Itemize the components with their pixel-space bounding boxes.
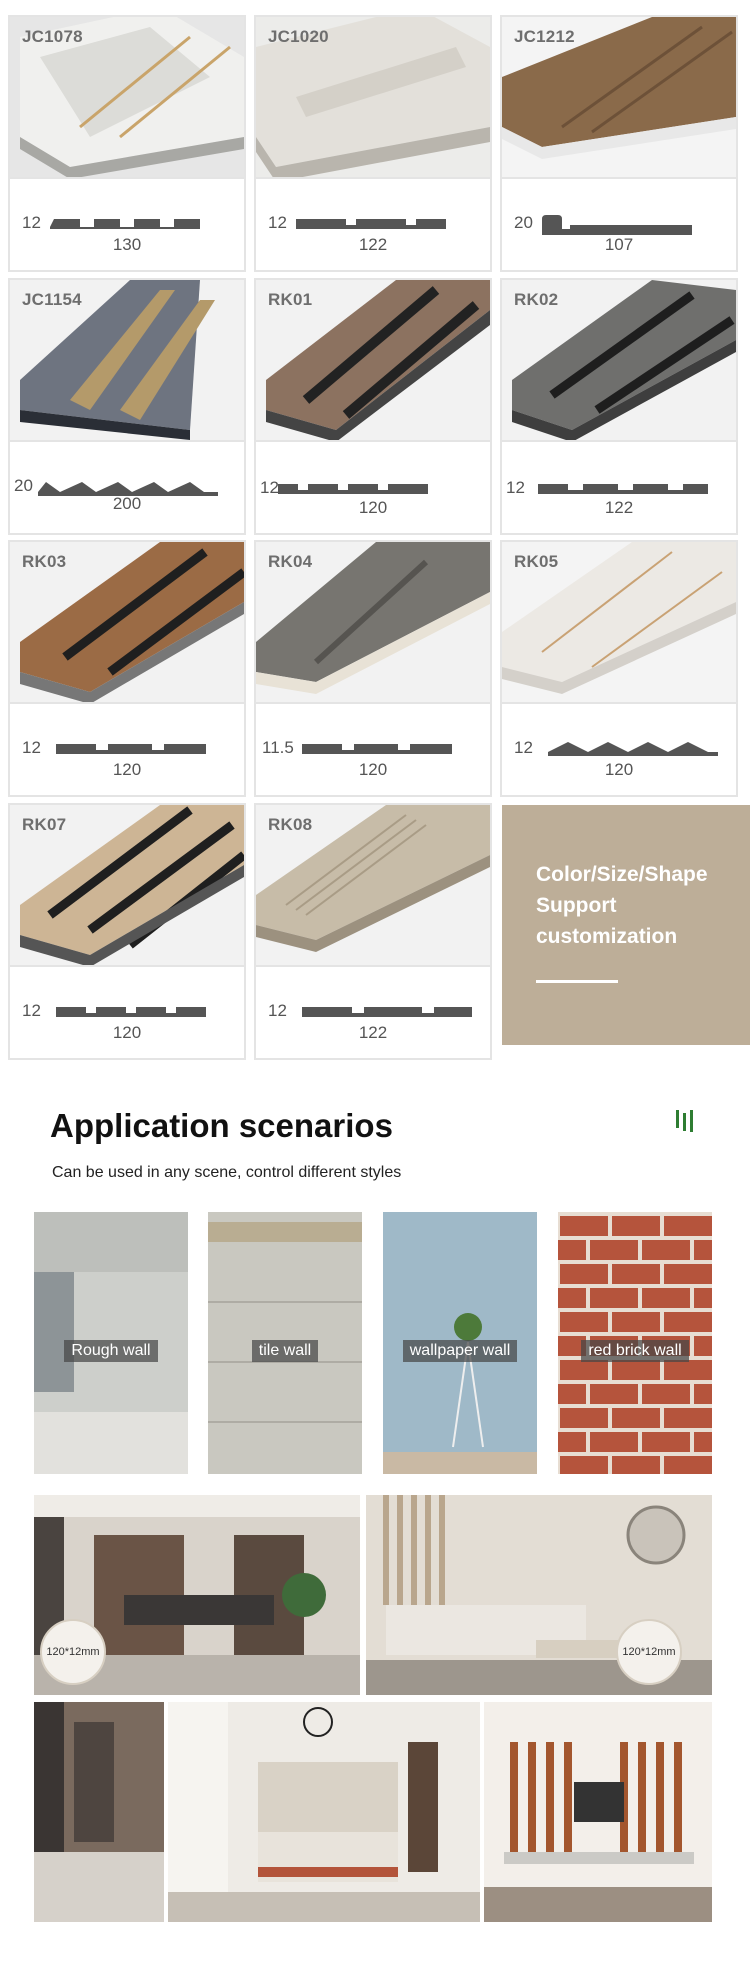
- profile-shape-icon: [542, 215, 692, 237]
- customization-banner: [502, 805, 750, 1045]
- section-title: Application scenarios: [50, 1107, 393, 1144]
- product-code: JC1154: [22, 290, 82, 309]
- product-card-jc1212[interactable]: [500, 15, 738, 272]
- product-code: RK08: [268, 815, 313, 834]
- wall-tile-tile[interactable]: [208, 1212, 362, 1474]
- product-card-jc1078[interactable]: [8, 15, 246, 272]
- product-card-rk03[interactable]: [8, 540, 246, 797]
- profile-shape-icon: [278, 480, 428, 500]
- wall-caption: wallpaper wall: [403, 1340, 518, 1362]
- wall-tile-brick[interactable]: [558, 1212, 712, 1474]
- product-card-rk04[interactable]: [254, 540, 492, 797]
- profile-shape-icon: [50, 215, 200, 235]
- room-image-study: [34, 1495, 360, 1695]
- section-subtitle: Can be used in any scene, control different styles: [52, 1164, 402, 1181]
- width-label: 130: [112, 235, 142, 254]
- thickness-label: 12: [22, 738, 41, 757]
- profile-shape-icon: [296, 215, 446, 235]
- customization-underline: [536, 980, 618, 983]
- product-code: JC1212: [514, 27, 575, 46]
- thickness-label: 20: [514, 213, 533, 232]
- thickness-label: 12: [22, 213, 41, 232]
- thickness-label: 12: [268, 1001, 287, 1020]
- application-section: [0, 1050, 750, 1973]
- profile-shape-icon: [538, 480, 708, 500]
- profile-shape-icon: [302, 1003, 472, 1023]
- product-code: RK05: [514, 552, 559, 571]
- width-label: 120: [358, 760, 388, 779]
- thickness-label: 11.5: [262, 738, 294, 757]
- room-image-bedroom: [168, 1702, 480, 1922]
- product-card-rk02[interactable]: [500, 278, 738, 535]
- product-code: RK04: [268, 552, 313, 571]
- product-code: JC1078: [22, 27, 83, 46]
- size-badge: 120*12mm: [616, 1619, 682, 1685]
- customization-line-1: Color/Size/Shape: [536, 863, 708, 886]
- product-code: RK03: [22, 552, 67, 571]
- profile-shape-icon: [56, 1003, 206, 1023]
- thickness-label: 12: [268, 213, 287, 232]
- width-label: 120: [358, 498, 388, 517]
- width-label: 107: [604, 235, 634, 254]
- wall-caption: tile wall: [252, 1340, 318, 1362]
- product-code: JC1020: [268, 27, 329, 46]
- customization-line-2: Support: [536, 894, 617, 917]
- product-code: RK02: [514, 290, 559, 309]
- width-label: 122: [604, 498, 634, 517]
- room-image-living: [366, 1495, 712, 1695]
- product-card-jc1154[interactable]: [8, 278, 246, 535]
- profile-shape-icon: [302, 740, 452, 760]
- product-card-rk05[interactable]: [500, 540, 738, 797]
- width-label: 120: [112, 760, 142, 779]
- room-image-shelf: [34, 1702, 164, 1922]
- wall-tile-wallpaper[interactable]: [383, 1212, 537, 1474]
- thickness-label: 20: [14, 476, 33, 495]
- bars-icon: [676, 1110, 696, 1134]
- width-label: 122: [358, 235, 388, 254]
- product-code: RK07: [22, 815, 67, 834]
- wall-tile-rough[interactable]: [34, 1212, 188, 1474]
- product-card-rk07[interactable]: [8, 803, 246, 1060]
- room-image-dining: [484, 1702, 712, 1922]
- customization-line-3: customization: [536, 925, 678, 948]
- product-card-jc1020[interactable]: [254, 15, 492, 272]
- thickness-label: 12: [22, 1001, 41, 1020]
- product-code: RK01: [268, 290, 313, 309]
- width-label: 122: [358, 1023, 388, 1042]
- wall-caption: red brick wall: [581, 1340, 688, 1362]
- wall-caption: Rough wall: [64, 1340, 157, 1362]
- thickness-label: 12: [260, 478, 279, 497]
- product-card-rk01[interactable]: [254, 278, 492, 535]
- profile-shape-icon: [56, 740, 206, 760]
- width-label: 120: [604, 760, 634, 779]
- thickness-label: 12: [506, 478, 525, 497]
- thickness-label: 12: [514, 738, 533, 757]
- width-label: 200: [112, 494, 142, 513]
- product-card-rk08[interactable]: [254, 803, 492, 1060]
- width-label: 120: [112, 1023, 142, 1042]
- size-badge: 120*12mm: [40, 1619, 106, 1685]
- profile-shape-icon: [548, 740, 718, 760]
